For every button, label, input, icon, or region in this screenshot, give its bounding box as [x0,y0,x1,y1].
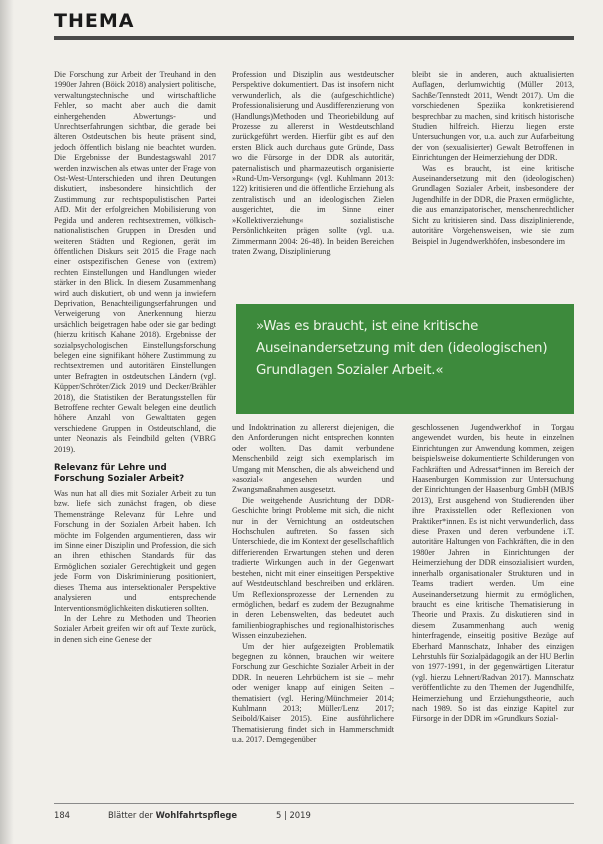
pull-quote: »Was es braucht, ist eine kritische Auseinandersetzung mit den (ideologischen) Grundlagen Sozialer Arbeit.« [256,319,548,378]
issue-number: 5 | 2019 [276,810,311,820]
paragraph: und Indoktrination zu allererst diejenigen, die den Anforderungen nicht entsprechen konnten oder wollten. Das damit verbundene Menschenbild zeigt sich exemplarisch im Umgang mit Menschen, die als abweichend und »asozial« angesehen wurden und Zwangsmaßnahmen ausgesetzt. [232,423,394,495]
section-rule [54,36,574,40]
page-gutter-shadow [0,0,14,844]
paragraph: Was es braucht, ist eine kritische Auseinandersetzung mit den (ideologischen) Grundlagen Sozialer Arbeit, insbesondere der Jugendhilfe in der DDR, die Praxen ermöglichte, die aus emanzipatorischer, menschenrechtlicher Sicht zu kritisieren sind. Dass disziplinierende, autoritäre Vorgehensweisen, wie sie zum Beispiel in Jugendwerkhöfen, insbesondere im [412,163,574,246]
paragraph: bleibt sie in anderen, auch aktualisierten Auflagen, derlumwichtig (Müller 2013, Sachße/Tennstedt 2011, Wendt 2017). Um die vorschiedenen Speziika konkretisierend besprechbar zu machen, sind kritisch historische Studien hilfreich. Hierzu liegen erste Untersuchungen vor, u.a. auch zur Aufarbeitung der von (sexualisierter) Gewalt Betroffenen in Einrichtungen der Heimerziehung der DDR. [412,70,574,163]
text-column-2-top [232,70,394,257]
text-column-2-bottom [232,423,394,746]
section-heading: THEMA [54,10,135,32]
paragraph: Die Forschung zur Arbeit der Treuhand in den 1990er Jahren (Böick 2018) analysiert politische, verwaltungstechnische und wirtschaftliche Fehler, so macht aber auch die damit einhergehenden Abwertungs- und Unrechtserfahrungen sichtbar, die gerade bei älteren Ostdeutschen bis heute präsent sind, jedoch öffentlich bislang nie beachtet wurden. Die Ergebnisse der Bundestagswahl 2017 werden inzwischen als etwas unter der Frage von Ost-West-Unterschieden und ihren Deutungen diskutiert, insbesondere hinsichtlich der Zustimmung zur rechtspopulistischen Partei AfD. Mit der erfolgreichen Mobilisierung von Pegida und anderen rechtsextremen, völkisch-nationalistischen Gruppen in Dresden und weiteren Städten und Regionen, gerät im öffentlichen Diskurs seit 2015 die Frage nach einer ostspezifischen Genese von (extrem) rechten Einstellungen und Handlungen wieder stärker in den Blick. In diesem Zusammenhang wird auch diskutiert, ob und wenn ja inwiefern Deprivation, Benachteiligungserfahrungen und Verweigerung von Anerkennung hierzu ursächlich beigetragen habe oder sie gar bedingt (hierzu kritisch Kahane 2018). Ergebnisse der sozialpsychologischen Einstellungsforschung belegen eine signifikant höhere Zustimmung zu rechtsextremen und autoritären Einstellungen unter Befragten in ostdeutschen Ländern (vgl. Küpper/Schröter/Zick 2019 und Decker/Brähler 2018), die Statistiken der Beratungsstellen für Betroffene rechter Gewalt belegen eine deutlich höhere Anzahl von Gewalttaten gegen verschiedene Gruppen in Ostdeutschland, die unter Neonazis als Feindbild gelten (VBRG 2019). [54,70,216,454]
paragraph: Um der hier aufgezeigten Problematik begegnen zu können, brauchen wir weitere Forschung zur Geschichte Sozialer Arbeit in der DDR. In neueren Lehrbüchern ist sie – mehr oder weniger knapp auf einigen Seiten – thematisiert (vgl. Hering/Münchmeier 2014; Kuhlmann 2013; Müller/Lenz 2017; Seibold/Kaiser 2015). Eine ausführlichere Thematisierung findet sich in Hammerschmidt u.a. 2017. Demgegenüber [232,641,394,745]
footer-rule [54,803,574,804]
journal-title-prefix: Blätter der [108,810,156,820]
page-number: 184 [54,810,70,820]
paragraph: Profession und Disziplin aus westdeutscher Perspektive dokumentiert. Das ist insofern nicht verwunderlich, als die (aufgeschichtliche) Professionalisierung und Ausdifferenzierung von (Handlungs)Methoden und Theoriebildung auf Prozesse zu allererst in Westdeutschland zurückgeführt werden. Hierfür gibt es auf den ersten Blick auch durchaus gute Gründe, Dass wo die Fürsorge in der DDR als autoritär, paternalistisch und pharmazeutisch organisierte »Rund-Um-Versorgung« (vgl. Kuhlmann 2013: 122) kritisieren und die öffentliche Erziehung als zentralistisch und an ideologischen Zielen ausgerichtet, die im Sinne einer »Kollektiverziehung« sozialistische Persönlichkeiten prägen sollte (vgl. u.a. Zimmermann 2004: 26-48). In beiden Bereichen traten Zwang, Disziplinierung [232,70,394,256]
paragraph: In der Lehre zu Methoden und Theorien Sozialer Arbeit greifen wir oft auf Texte zurück, in denen sich eine Genese der [54,613,216,644]
pull-quote-box [236,304,574,414]
text-column-3-bottom [412,423,574,725]
paragraph: geschlossenen Jugendwerkhof in Torgau angewendet wurden, bis heute in einzelnen Einrichtungen zur Anwendung kommen, zeigen beispielsweise dokumentierte Schilderungen von Fachkräften und Adressat*innen im Bereich der Haasenburgen Kommission zur Untersuchung der Einrichtungen der Haasenburg GmbH (MBJS 2013), Erst ausgehend von Studierenden über ihre Praxisstellen oder Reflexionen von Praktiker*innen. Es ist nicht verwunderlich, dass diese Praxen und deren verbundene i.T. autoritäre Haltungen von Fachkräften, die in den 1980er Jahren in Einrichtungen der Heimerziehung der DDR einsozialisiert wurden, innerhalb organisationaler Strukturen und in Teams tradiert werden. Um eine Auseinandersetzung hiermit zu ermöglichen, braucht es eine kritische Thematisierung in Theorie und Praxis. Zu diskutieren sind in diesem Zusammenhang auch wenig hinterfragende, einseitig positive Bezüge auf Eberhard Mannschatz, Inhaber des einzigen Lehrstuhls für Sozialpädagogik an der HU Berlin von 1977-1991, in der gegenwärtigen Literatur (vgl. hierzu Lehnert/Radvan 2017). Mannschatz veröffentlichte zu den Themen der Jugendhilfe, Heimerziehung und Erziehungstheorie, auch nach 1989. So ist das einzige Kapitel zur Fürsorge in der DDR im »Grundkurs Sozial- [412,423,574,724]
journal-title [108,810,237,820]
journal-title-main: Wohlfahrtspflege [155,810,238,820]
text-column-1 [54,70,216,645]
paragraph: Die weitgehende Ausrichtung der DDR-Geschichte bringt Probleme mit sich, die nicht nur in der Vernichtung an ostdeutschen Hochschulen auftreten. So fassen sich Unterschiede, die im Kontext der gesellschaftlich differierenden Erwartungen stehen und deren tradierte Wirkungen auch in der Gegenwart bestehen, nicht mit einer einseitigen Perspektive auf Westdeutschland beschreiben und erklären. Um Reflexionsprozesse der Lernenden zu ermöglichen, bedarf es zudem der Bezugnahme in deren Lebenswelten, das bedeutet auch familienbiographisches und regionalhistorisches Wissen einzubeziehen. [232,495,394,641]
subheading: Relevanz für Lehre und Forschung Sozialer Arbeit? [54,463,185,485]
text-column-3-top [412,70,574,247]
paragraph: Was nun hat all dies mit Sozialer Arbeit zu tun bzw. liefe sich zunächst fragen, ob diese Themenstränge Relevanz für Lehre und Forschung in der Sozialen Arbeit haben. Ich möchte im Folgenden argumentieren, dass wir im Sinne einer Disziplin und Profession, die sich an ihren ethischen Standards für das Ermöglichen sozialer Gerechtigkeit und gegen jede Form von Diskriminierung positioniert, dieses Thema aus intersektionaler Perspektive analysieren und entsprechende Interventionsmöglichkeiten diskutieren sollten. [54,489,216,613]
